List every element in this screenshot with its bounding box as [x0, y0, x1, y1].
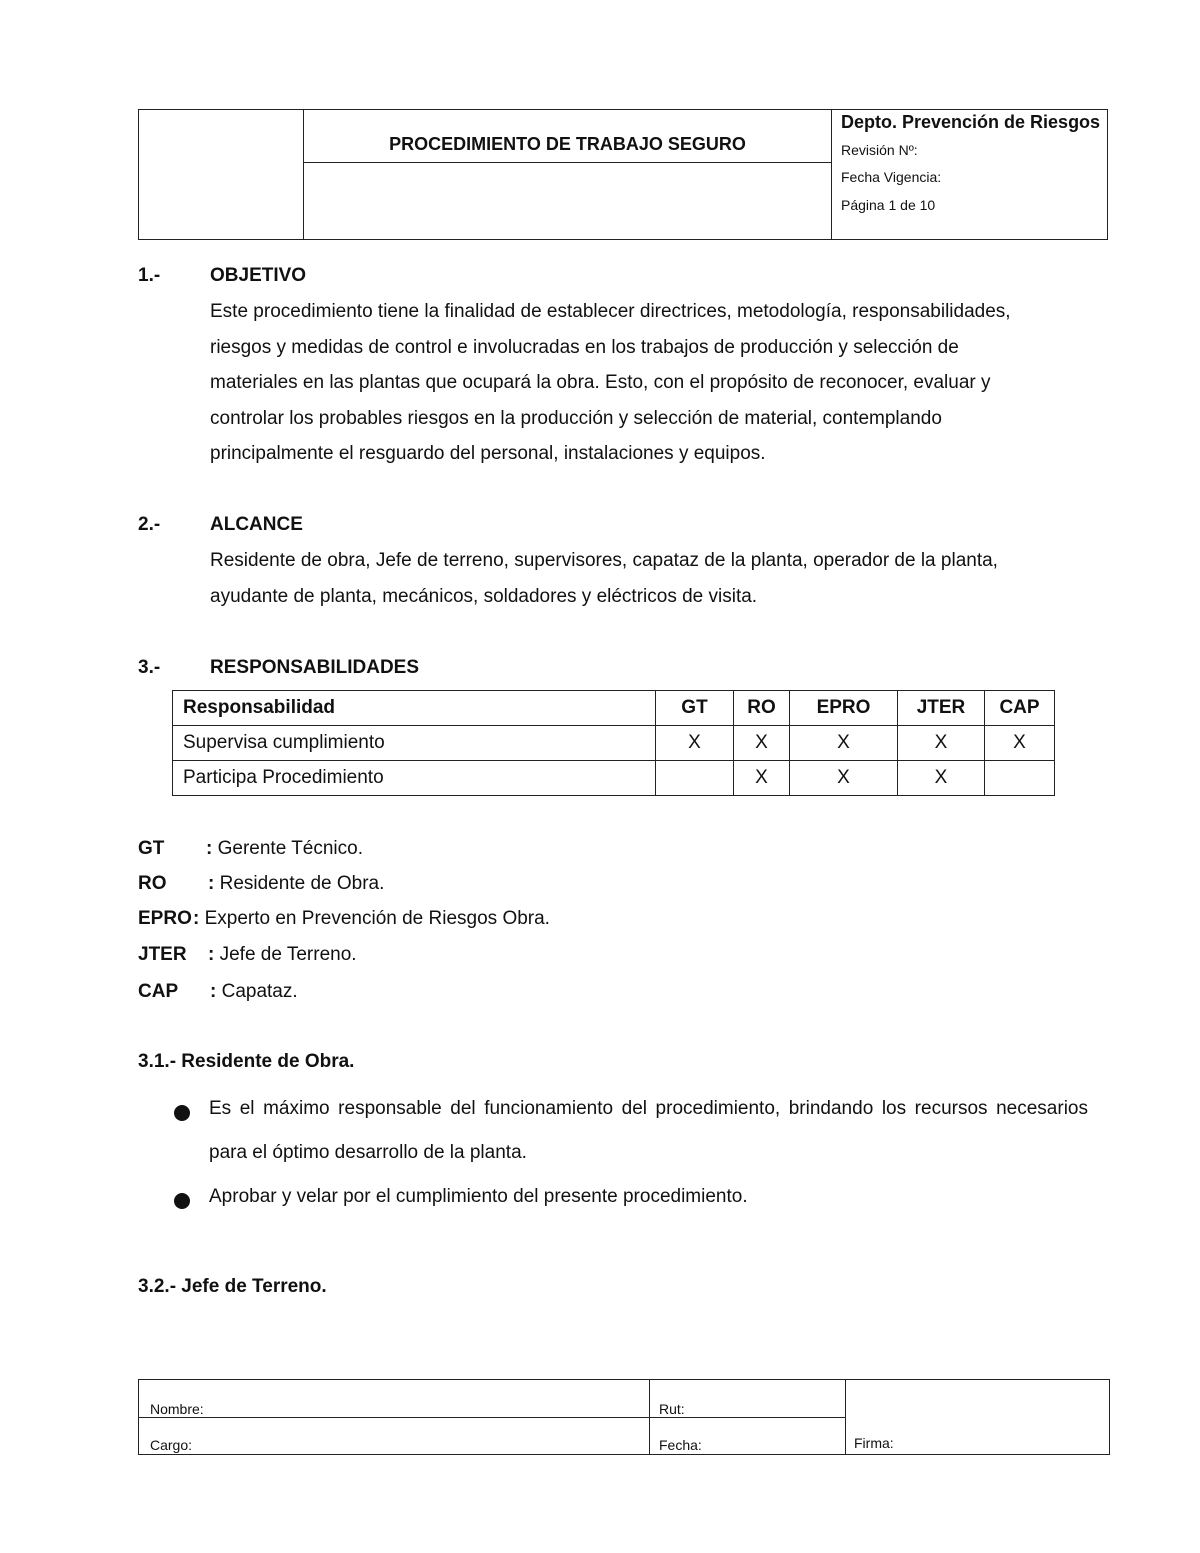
bullet-text: Aprobar y velar por el cumplimiento del presente procedimiento. [209, 1186, 748, 1207]
footer-divider [139, 1417, 845, 1418]
nombre-label: Nombre: [150, 1401, 204, 1417]
bullet-icon [174, 1193, 190, 1209]
paragraph-line: ayudante de planta, mecánicos, soldadores y eléctricos de visita. [210, 585, 758, 607]
legend-abbr: GT [138, 838, 165, 859]
table-cell: Supervisa cumplimiento [173, 726, 656, 761]
page-number: Página 1 de 10 [841, 197, 936, 213]
cargo-label: Cargo: [150, 1437, 193, 1453]
table-cell: X [790, 761, 898, 796]
alcance-paragraph [210, 543, 1088, 614]
table-cell: X [985, 726, 1055, 761]
paragraph-line: Residente de obra, Jefe de terreno, supervisores, capataz de la planta, operador de la planta, [210, 550, 998, 571]
table-header-row [173, 691, 1055, 726]
legend-colon: : [206, 838, 213, 859]
table-cell: X [656, 726, 734, 761]
legend-abbr: RO [138, 873, 167, 894]
bullet-text: Es el máximo responsable del funcionamiento del procedimiento, brindando los recursos necesarios para el óptimo desarrollo de la planta. [209, 1098, 1088, 1163]
column-header: Responsabilidad [173, 691, 656, 726]
bullet-icon [174, 1105, 190, 1121]
legend-abbr: JTER [138, 944, 187, 965]
legend-colon: : [208, 944, 215, 965]
column-header: GT [656, 691, 734, 726]
section-number: 3.- [138, 657, 161, 678]
paragraph-line: materiales en las plantas que ocupará la obra. Esto, con el propósito de reconocer, evaluar y [210, 372, 991, 393]
legend-abbr: EPRO [138, 908, 192, 929]
paragraph-line: Este procedimiento tiene la finalidad de establecer directrices, metodología, responsabilidades, [210, 301, 1011, 322]
section-title-responsabilidades: RESPONSABILIDADES [210, 657, 420, 678]
header-divider [831, 110, 832, 239]
signature-table [138, 1379, 1110, 1455]
rut-label: Rut: [659, 1401, 685, 1417]
department-label: Depto. Prevención de Riesgos [841, 112, 1101, 132]
firma-label: Firma: [854, 1435, 894, 1451]
legend-text: Jefe de Terreno. [214, 944, 357, 965]
table-cell: X [790, 726, 898, 761]
legend-abbr: CAP [138, 981, 179, 1002]
table-row [173, 726, 1055, 761]
header-divider [303, 162, 831, 163]
legend-definition [210, 981, 298, 1003]
table-cell: Participa Procedimiento [173, 761, 656, 796]
footer-divider [845, 1380, 846, 1454]
paragraph-line: controlar los probables riesgos en la producción y selección de material, contemplando [210, 407, 942, 429]
legend-definition [208, 873, 384, 895]
section-title-alcance: ALCANCE [210, 514, 303, 535]
table-cell [985, 761, 1055, 796]
legend-text: Capataz. [216, 981, 298, 1002]
legend-text: Gerente Técnico. [212, 838, 364, 859]
responsibility-table [172, 690, 1055, 796]
legend-colon: : [208, 873, 215, 894]
legend-text: Residente de Obra. [214, 873, 385, 894]
table-cell: X [898, 726, 985, 761]
objetivo-paragraph [210, 294, 1088, 472]
document-header-table [138, 109, 1108, 240]
table-cell: X [734, 726, 790, 761]
column-header: JTER [898, 691, 985, 726]
table-cell: X [898, 761, 985, 796]
legend-colon: : [193, 908, 200, 929]
column-header: RO [734, 691, 790, 726]
section-number: 2.- [138, 514, 161, 535]
table-cell: X [734, 761, 790, 796]
subsection-title: 3.1.- Residente de Obra. [138, 1051, 355, 1072]
fecha-vigencia-label: Fecha Vigencia: [841, 169, 942, 185]
section-title-objetivo: OBJETIVO [210, 265, 307, 286]
paragraph-line: riesgos y medidas de control e involucradas en los trabajos de producción y selección de [210, 336, 959, 358]
legend-colon: : [210, 981, 217, 1002]
header-divider [303, 110, 304, 239]
paragraph-line: principalmente el resguardo del personal, instalaciones y equipos. [210, 443, 766, 464]
column-header: CAP [985, 691, 1055, 726]
table-row [173, 761, 1055, 796]
fecha-label: Fecha: [659, 1437, 702, 1453]
subsection-title: 3.2.- Jefe de Terreno. [138, 1276, 327, 1297]
column-header: EPRO [790, 691, 898, 726]
document-title: PROCEDIMIENTO DE TRABAJO SEGURO [389, 134, 746, 154]
legend-definition [208, 944, 357, 966]
legend-definition [206, 838, 363, 860]
legend-definition [193, 908, 550, 930]
section-number: 1.- [138, 265, 161, 286]
revision-label: Revisión Nº: [841, 142, 918, 158]
legend-text: Experto en Prevención de Riesgos Obra. [199, 908, 550, 929]
table-cell [656, 761, 734, 796]
